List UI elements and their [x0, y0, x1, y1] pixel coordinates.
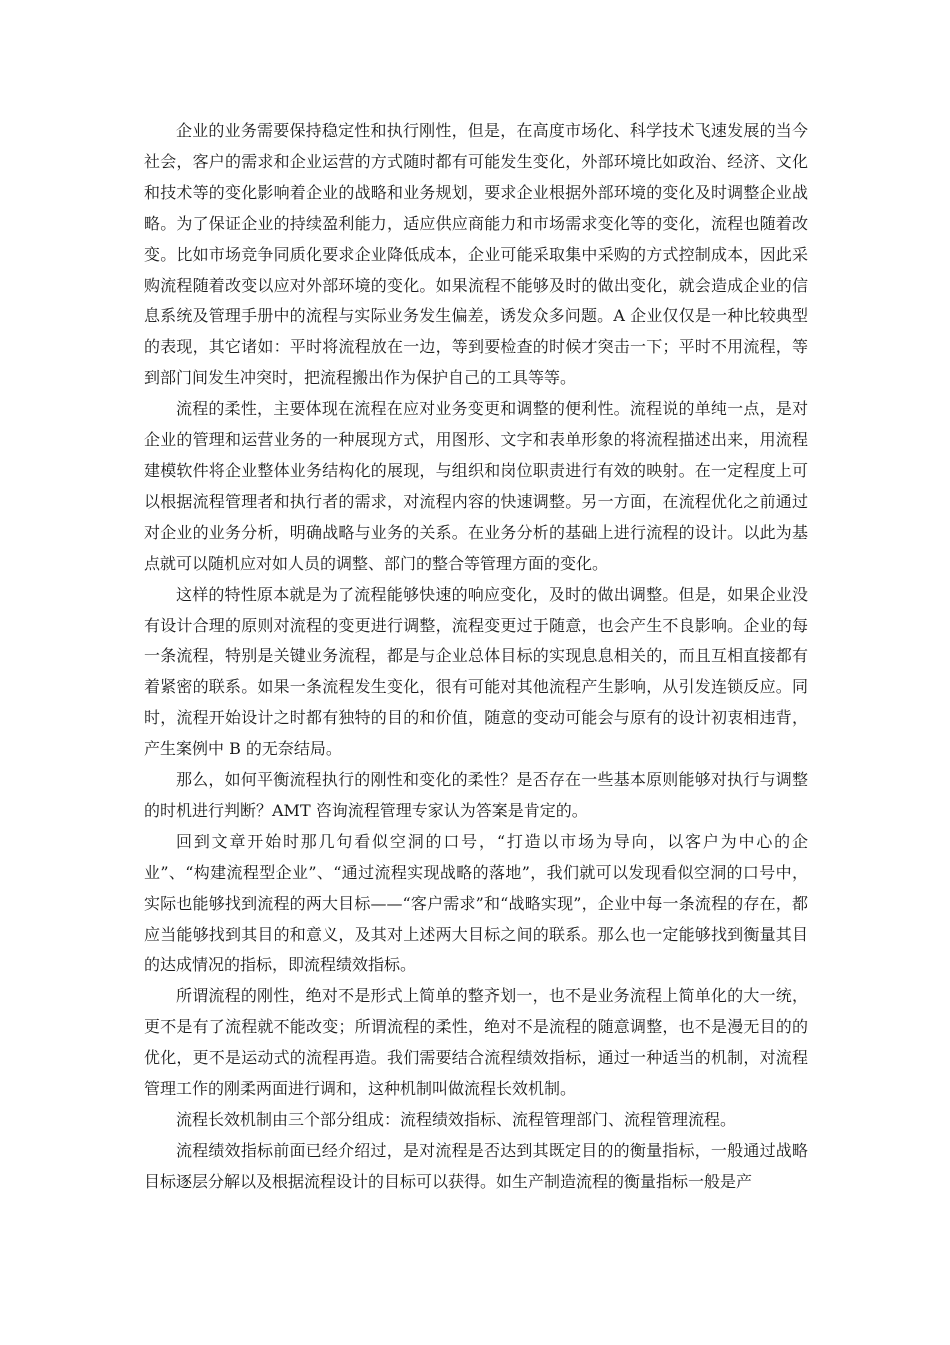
article-body	[144, 116, 808, 1198]
paragraph-8: 流程绩效指标前面已经介绍过，是对流程是否达到其既定目的的衡量指标，一般通过战略目标逐层分解以及根据流程设计的目标可以获得。如生产制造流程的衡量指标一般是产	[144, 1140, 808, 1191]
paragraph-5: 回到文章开始时那几句看似空洞的口号，“打造以市场为导向，以客户为中心的企业”、“构建流程型企业”、“通过流程实现战略的落地”，我们就可以发现看似空洞的口号中，实际也能够找到流程的两大目标——“客户需求”和“战略实现”，企业中每一条流程的存在，都应当能够找到其目的和意义，及其对上述两大目标之间的联系。那么也一定能够找到衡量其目的达成情况的指标，即流程绩效指标。	[144, 831, 808, 975]
paragraph-6: 所谓流程的刚性，绝对不是形式上简单的整齐划一，也不是业务流程上简单化的大一统，更不是有了流程就不能改变；所谓流程的柔性，绝对不是流程的随意调整，也不是漫无目的的优化，更不是运动式的流程再造。我们需要结合流程绩效指标，通过一种适当的机制，对流程管理工作的刚柔两面进行调和，这种机制叫做流程长效机制。	[144, 986, 808, 1099]
paragraph-2: 流程的柔性，主要体现在流程在应对业务变更和调整的便利性。流程说的单纯一点，是对企业的管理和运营业务的一种展现方式，用图形、文字和表单形象的将流程描述出来，用流程建模软件将企业整体业务结构化的展现，与组织和岗位职责进行有效的映射。在一定程度上可以根据流程管理者和执行者的需求，对流程内容的快速调整。另一方面，在流程优化之前通过对企业的业务分析，明确战略与业务的关系。在业务分析的基础上进行流程的设计。以此为基点就可以随机应对如人员的调整、部门的整合等管理方面的变化。	[144, 399, 808, 573]
paragraph-1: 企业的业务需要保持稳定性和执行刚性，但是，在高度市场化、科学技术飞速发展的当今社会，客户的需求和企业运营的方式随时都有可能发生变化，外部环境比如政治、经济、文化和技术等的变化影响着企业的战略和业务规划，要求企业根据外部环境的变化及时调整企业战略。为了保证企业的持续盈利能力，适应供应商能力和市场需求变化等的变化，流程也随着改变。比如市场竞争同质化要求企业降低成本，企业可能采取集中采购的方式控制成本，因此采购流程随着改变以应对外部环境的变化。如果流程不能够及时的做出变化，就会造成企业的信息系统及管理手册中的流程与实际业务发生偏差，诱发众多问题。A 企业仅仅是一种比较典型的表现，其它诸如：平时将流程放在一边，等到要检查的时候才突击一下；平时不用流程，等到部门间发生冲突时，把流程搬出作为保护自己的工具等等。	[144, 121, 808, 388]
paragraph-4: 那么，如何平衡流程执行的刚性和变化的柔性？是否存在一些基本原则能够对执行与调整的时机进行判断？AMT 咨询流程管理专家认为答案是肯定的。	[144, 770, 808, 820]
paragraph-7: 流程长效机制由三个部分组成：流程绩效指标、流程管理部门、流程管理流程。	[176, 1110, 737, 1129]
paragraph-3: 这样的特性原本就是为了流程能够快速的响应变化，及时的做出调整。但是，如果企业没有设计合理的原则对流程的变更进行调整，流程变更过于随意，也会产生不良影响。企业的每一条流程，特别是关键业务流程，都是与企业总体目标的实现息息相关的，而且互相直接都有着紧密的联系。如果一条流程发生变化，很有可能对其他流程产生影响，从引发连锁反应。同时，流程开始设计之时都有独特的目的和价值，随意的变动可能会与原有的设计初衷相违背，产生案例中 B 的无奈结局。	[144, 584, 808, 759]
